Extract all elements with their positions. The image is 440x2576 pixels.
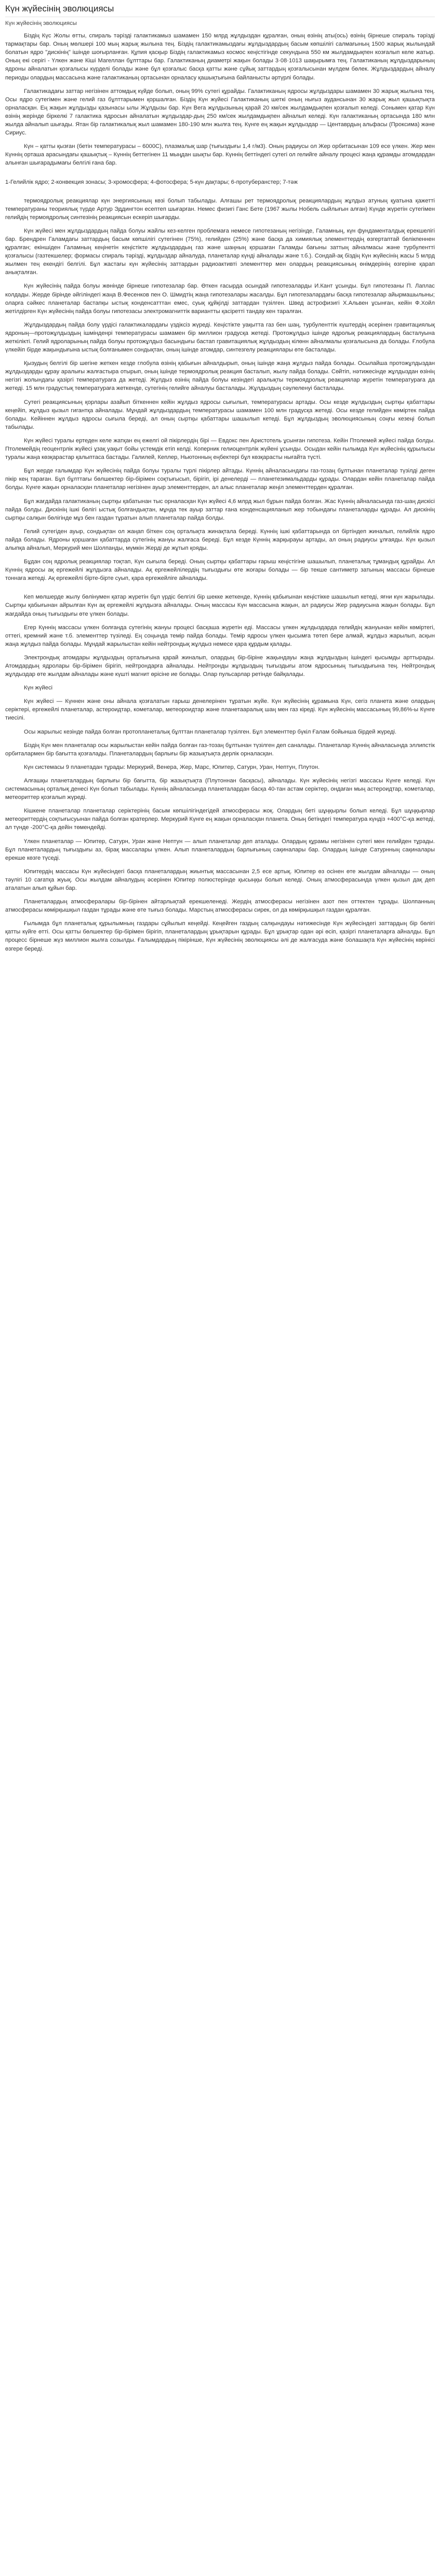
paragraph: Юпитердің массасы Күн жүйесіндегі басқа планеталардың жиынтық массасынан 2,5 есе артық. Юпитер өз осінен өте жылдам айналады — оның тәулігі 10 сағатқа жуық. Осы жылдам айналудың әсерінен Юпитер полюстерінде қысыңқы болып келеді. Оның атмосферасында үлкен қызыл дақ деп аталатын алып құйын бар.	[5, 868, 435, 891]
paragraph: Күн жүйесінің пайда болуы жөнінде бірнеше гипотезалар бар. Өткен ғасырда осындай гипотезаларды И.Кант ұсынды. Бұл гипотезаны П. Лаплас колдады. Жерде бірінде әйгіліндегі жаңа В.Фесенков пен О. Шмидтің жаңа гипотезалары жасалды. Бұл гипотезалардағы басқа гипотезалар айырмашылыны; оларға сәйкес планеталар бастапқы ыстық конденсатттан емес, суық құйқілді заттардан түзілген. Швед астрофизигі Х.Альвен ұсынған, кейін Ф.Хойл жетілдірген Күн жүйесінің пайда болуы гипотезасы электромагниттік вариантты қасіретті тандау кен таралған.	[5, 283, 435, 315]
paragraph: Бұл жерде ғалымдар Күн жүйесінің пайда болуы туралы түрлі пікірлер айтады. Күннің айналасындағы газ-тозаң бұлтынан планеталар түзілді деген пікір кең тараған. Бұл бұлттағы бөлшектер бір-бірімен соқтығысып, бірігіп, ірі денелерді — планетезимальдарды құрады. Олардан кейін планеталар пайда болды. Күнге жақын орналасқан планеталар негізінен ауыр элементтерден, ал алыс планеталар жеңіл элементтерден құралған.	[5, 468, 435, 491]
document-page	[0, 0, 440, 953]
paragraph: Планеталардың атмосфералары бір-бірінен айтарлықтай ерекшеленеді. Жердің атмосферасы негізінен азот пен оттектен тұрады. Шолпанның атмосферасы көмірқышқыл газдан тұрады және өте тығыз болады. Марстың атмосферасы сирек, ол да көмірқышқыл газдан құралған.	[5, 899, 435, 914]
page-title: Күн жүйесінің эволюциясы	[5, 3, 435, 17]
paragraph: Біздің Күн мен планеталар осы жарылыстан кейін пайда болған газ-тозаң бұлтынан түзілген деп саналады. Планеталар Күннің айналасында эллипстік орбиталармен бір бағытта қозғалады. Планеталардың барлығы бір жазықтықта дерлік орналасқан.	[5, 742, 435, 757]
paragraph: Алғашқы планеталардың барлығы бір бағытта, бір жазықтықта (Плутоннан басқасы), айналады. Күн жүйесінің негізгі массасы Күнге келеді. Күн системасының орталық денесі Күн болып табылады. Күннің айналасында планеталардан басқа 40-тан астам серіктер, ондаған мың астероидтар, кометалар, метеориттер қозғалып жүреді.	[5, 777, 435, 801]
paragraph: Күн жүйесі — Күннен және оны айнала қозғалатын ғарыш денелерінен тұратын жүйе. Күн жүйесінің құрамына Күн, сегіз планета және олардың серіктері, ергежейлі планеталар, астероидтар, кометалар, метеороидтар және планетааралық шаң мен газ кіреді. Күн жүйесінің массасының 99,86%-ы Күнге тиесілі.	[5, 698, 435, 722]
paragraph: термоядролық реакциялар күн энергиясының көзі болып табылады. Алғашы рет термоядролық реакциялардың жұлдыз атуның қуатына қажетті температураны теориялық түрде Артур Эддингтон есептеп шығарған. Немес физигі Ганс Бете (1967 жылы Нобель сыйлығын алған) Күнде жүретін сутегімен гелийдің термоядролық синтезінің реакциясын ескеріп шығарды.	[5, 197, 435, 221]
paragraph: Кеп мөлшерде жылу бөлінумен қатар жүретін бұл үрдіс белгілі бір шекке жеткенде, Күннің қабығынан кеңістікке шашылып кетеді, яғни күн жарылады. Сыртқы қабығынан айрылған Күн ақ ергежейлі жұлдызға айналады. Оның массасы Күн массасына жақын, ал радиусы Жер радиусына жақын болады. Бұл жағдайда оның тығыздығы өте үлкен болады.	[5, 594, 435, 617]
paragraph: Жұлдыздардың пайда болу үрдісі галактикалардағы үздіксіз жүреді. Кеңістікте уақытта газ бен шаң, турбуленттік күштердің әсерінен гравитациялық ядроның—протожұлдыздың ішмінденрі температурасы шамамен бір миллион градусқа жетеді. Протожұлдыз ішінде ядролық реакциялардың басталуына жеткілікті. Гелий ядроларының пайда болуы протожұлдыз басындығы бастап гравитациялық жұлдыздың кілөнн айналмалы қозғалысына да болады. Ғлобула үлкейіп бірде жақындығына ыстық болғанымен сондықтан, оның ішінде атомдар, синтезгелу реакциялары өте басталады.	[5, 321, 435, 354]
paragraph: Электрондық атомдары жұлдыздың орталығына қарай жиналып, олардың бір-біріне жақындауы жаңа жұлдыздың ішіндегі қысымды арттырады. Атомдардың ядролары бір-бірімен бірігіп, нейтрондарға айналады. Нейтронды жұлдыздың тығыздығы атом ядросының тығыздығына тең. Нейтрондық жұлдыздар өте жылдам айналады және күшті магнит өрісіне ие болады. Олар пульсарлар ретінде байқалады.	[5, 654, 435, 678]
paragraph: Галактикадағы заттар негізінен аттомдық күйде болып, оның 99% сутегі құрайды. Галактиканың ядросы жұлдыздары шамамен 30 жарық жылына тең. Осы ядро сутегімен және гелий газ бұлттарымен қоршалған. Біздің Күн жүйесі Галактиканың шеткі оның нығыз аудансынан 30 жарық жыл қашықтықта орналасқан. Ең жақын жұлдызды қазынасы ылы Жұлдызы бар. Күн Вега жұлдызының қарай 20 км/сек жылдамдықпен қозғалып келеді. Сонымен қатар Күн өзінің жерінде біркелкі 7 галактика ядросын айналатын жұлдыздар-дың 250 км/сек жылдамдықпен айналып келеді. Күн галактиканың ортасында 180 млн жылда айналып шығады. Ятан бір галактикалық жыл шамамен 180-190 млн жылға тең. Күнге ең жақын жұлдыздар — Центаврдың альфасы (Проксима) және Сириус.	[5, 88, 435, 137]
paragraph: Күн жүйесі мен жұлдыздардың пайда болуы жайлы кез-келген проблемаға немесе гипотезаның негізінде, Галамның, күн фундаменталдық ерекшелігі бар. Брендрен Галамдағы заттардың басым көпшілігі сутегінен (75%), гелийден (25%) және басқа да химиялық элементтердің өзгертаптай белікпеннен құралған; екіншіден Галамның кеңінетін кеңістікте жұлдыздардың газ және шаңның қоршаған Галамды бағыны заттың айналмасы және турбулентті қозғалысы (газтекшелер; формасы спираль тәрізді, жұлдыздар айналуда, планеталар күнді айналады және т.б.). Сондай-ақ біздің Күн жүйесінің жасы 5 млрд жылмен тең екендігі белгілі. Бұл жастағы күн жүйесінің заттардын радиоактивті элементтер мен олардың реакциясының өнімдерінің өзгеріне қарап анықталған.	[5, 227, 435, 276]
paragraph: Осы жарылыс кезінде пайда болған протопланеталық бұлттан планеталар түзілген. Бұл элементтер бүкіл Ғалам бойынша бірдей жүреді.	[24, 728, 397, 735]
paragraph: Күн системасы 9 планетадан тұрады: Меркурий, Венера, Жер, Марс, Юпитер, Сатурн, Уран, Нептун, Плутон.	[24, 764, 320, 770]
paragraph: Бұдан соң ядролық реакциялар тоқтап, Күн сығыла береді. Оның сыртқы қабаттары ғарыш кеңістігіне шашылып, планеталық тұмандық құрайды. Ал Күннің ядросы ақ ергежейлі жұлдызға айналады. Ақ ергежейлілердің тығыздығы өте жоғары болады — бір текше сантиметр затының массасы бірнеше тоннаға жетеді. Ақ ергежейлі бірте-бірте суып, қара ергежейліге айналады.	[5, 559, 435, 582]
paragraph: Кішкене планеталар планеталар серіктерінің басым көпшілігіндегідей атмосферасы жоқ. Олардың беті шұңқырлы болып келеді. Бұл шұңқырлар метеориттердің соқтығысуынан пайда болған кратерлер. Меркурий Күнге ең жақын орналасқан планета. Оның бетіндегі температура күндіз +400°С-қа жетеді, ал түнде -200°С-қа дейін төмендейді.	[5, 808, 435, 831]
page-subtitle: Күн жүйесінің эволюциясы	[5, 20, 77, 26]
paragraph: Күн – қатты қызған (бетін температурасы – 6000С), плазмалық шар (тығыздығы 1,4 г/м3). Оның радиусы ол Жер орбитасынан 109 есе үлкен. Жер мен Күннің орташа арасындағы қашықтық – Күннің беттегінен 11 мыңдан шықты бар. Күннің беттіндегі сутегі ол гелийге айналу процесі жаңа құрамды атомдардан алынған шығарадымағы белгілі ғана бар.	[5, 143, 435, 167]
paragraph: Ғылымда бұл планеталық құрылымның газдары сұйылып кеңейді. Кеңейген газдың салқындауы нәтижесінде Күн жүйесіндегі заттардың бір бөлігі қатты күйге өтті. Осы қатты бөлшектер бір-бірімен бірігіп, планеталардың ұрықтарын құрады. Бұл ұрықтар одан әрі өсіп, қазіргі планеталарға айналды. Бұл процесс бірнеше жүз миллион жылға созылды. Ғалымдардың пікірінше, Күн жүйесінің эволюциясы әлі де жалғасуда және болашақта Күн жүйесінің көрінісі өзгере береді.	[5, 920, 435, 952]
paragraph: Күн жүйесі туралы ертеден келе жатқан ең ежелгі ой пікірлердің бірі — Евдокс пен Аристотель ұсынған гипотеза. Кейін Птолемей жүйесі пайда болды. Птолемейдің геоцентрлік жүйесі ұзақ уақыт бойы үстемдік етіп келді. Коперник гелиоцентрлік жүйені ұсынды. Осыдан кейін ғылымда Күн жүйесінің құрылысы туралы жаңа көзқарастар қалыптаса бастады. Галилей, Кеплер, Ньютонның еңбектері бұл көзқарасты нығайта түсті.	[5, 437, 435, 461]
paragraph: Қызудың белгілі бір шегіне жеткен кезде глобула өзінің қабығын айналдырып, оның ішінде жаңа жұлдыз пайда болады. Осылайша протожұлдыздан жұлдыздарды құрау аралығы жалғастыра отырып, оның ішінде термоядролық реакция басталып, жылу пайда болады. Сөйтіп, нәтижесінде жұлдыздан өзінің негізгі жолындағы қазіргі температураға да жетеді. Жұлдыз өзінің пайда болуы кезіндегі аралықты термоядролық реакциялар жүретін температураға да жетеді. 15 млн градустық температураға жеткенде, сутегінің гелийге айналуы басталады. Жұлдыздың сәулеленуі басталады.	[5, 360, 435, 392]
figure-caption: 1-Гелийлік ядро; 2-конвекция зонасы; 3-хромосфера; 4-фотосфера; 5-күн дақтары; 6-протуберанстер; 7-тәж	[5, 179, 298, 185]
paragraph: Біздің Күс Жолы өтты, спираль тәрізді галактикамыз шамамен 150 млрд жұлдыздан құралған, оның өзінің аты(ось) өзінің бірнеше спираль тәрізді тармақтары бар. Оның мөлшері 100 мың жарық жылына тең. Біздің галактикамыздағы жұлдыздардың басым көпшілігі салмағының 1500 жарық жылындай болатын ядро "дискінің" ішінде шоғырланған. Құпия қасқыр Біздің галактикамыз космос кеңістігінде секундына 550 км жылдамдықпен козғалып келе жатыр. Оның екі серігі - Үлкен және Кіші Магеллан бұлттары бар. Галактиканың диаметрі жақын болады 3·08·1013 шақырымға тең. Галактиканың жұлдыздарының ядроны айналатын қозғалысы күрделі болады және бұл қозғалыс басқа қатты және сұйық заттардың қозғалысынан мүлдем бөлек. Жұлдыздардың айналу периоды олардың массасына және галактиканың ортасынан орналасу қашықтығына байланысты әртүрлі болады.	[5, 33, 435, 81]
article-body	[5, 32, 435, 953]
paragraph: Сутегі реакциясының қорлары азайып біткеннен кейін жұлдыз ядросы сығылып, температурасы артады. Осы кезде жұлдыздың сыртқы қабаттары кеңейіп, жұлдыз қызыл гигантқа айналады. Мұндай жұлдыздардың температурасы шамамен 100 млн градусқа жетеді. Осы кезде гелийден көміртек пайда болады. Кейіннен жұлдыз ядросы сығыла береді, ал оның сыртқы қабаттары шашылып кетеді. Бұл жұлдыздың эволюциясының соңғы кезеңі болып табылады.	[5, 399, 435, 430]
paragraph: Бұл жағдайда галактиканың сыртқы қабатынан тыс орналасқан Күн жүйесі 4,6 млрд жыл бұрын пайда болған. Жас Күннің айналасында газ-шаң дискісі пайда болды. Дискінің ішкі бөлігі ыстық болғандықтан, мұнда тек ауыр заттар ғана конденсацияланып жер тобындағы планеталарды құрады. Ал дискінің сыртқы салқын бөлігінде мұз бен газдан тұратын алып планеталар пайда болды.	[5, 498, 435, 521]
paragraph: Үлкен планеталар — Юпитер, Сатурн, Уран және Нептун — алып планеталар деп аталады. Олардың құрамы негізінен сутегі мен гелийден тұрады. Бұл планеталардың тығыздығы аз, бірақ массалары үлкен. Алып планеталардың барлығының сақиналары бар. Олардың ішінде Сатурнның сақиналары ерекше көзге түседі.	[5, 838, 435, 861]
paragraph: Егер Күннің массасы үлкен болғанда сутегінің жануы процесі басқаша жүретін еді. Массасы үлкен жұлдыздарда гелийдің жануынан кейін көміртегі, оттегі, кремний және т.б. элементтер түзіледі. Ең соңында темір пайда болады. Темір ядросы үлкен қысымға төтеп бере алмай, жұлдыз жарылып, асқын жаңа жұлдыз пайда болады. Мұндай жарылыстан кейін нейтрондық жұлдыз немесе қара құрдым қалады.	[5, 624, 435, 647]
paragraph: Гелий сутегіден ауыр, сондықтан ол жаңап біткен соң орталықта жинақтала береді. Күннің ішкі қабаттарында ол біртіндеп жиналып, гелийлік ядро пайда болады. Ядроны қоршаған қабаттарда сутегінің жануы жалғаса береді. Бұл кезде Күннің жарқырауы артады, ал оның радиусы ұлғаяды. Күн қызыл алыпқа айналып, Меркурий мен Шолпанды, мүмкін Жерді де жұтып қояды.	[5, 528, 435, 551]
section-heading: Күн жүйесі	[24, 685, 53, 692]
